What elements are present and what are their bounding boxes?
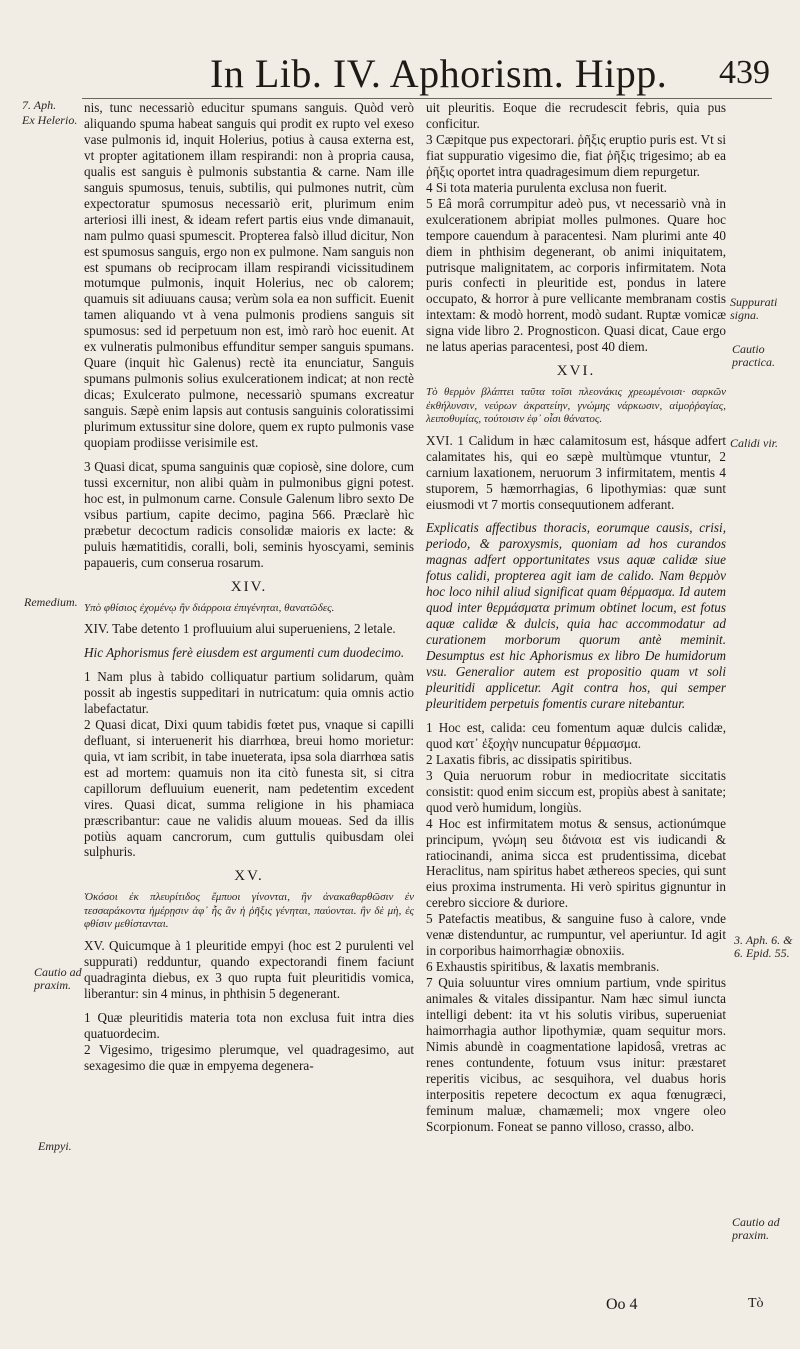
section-heading-xiv: XIV. [230, 578, 268, 595]
section-heading-xv: XV. [234, 868, 264, 885]
paragraph: 3 Quia neruorum robur in mediocritate siccitatis consistit: quod enim siccum est, propiùs abest à sanitate; quod verò humidum, longiùs. [426, 767, 726, 815]
paragraph: 4 Si tota materia purulenta exclusa non fuerit. [426, 179, 667, 195]
paragraph: 1 Hoc est, calida: ceu fomentum aquæ dulcis calidæ, quod κατ᾽ ἐξοχὴν nuncupatur θέρμασμα. [426, 719, 726, 751]
right-column [426, 100, 726, 1135]
aphorism-xv: XV. Quicumque à 1 pleuritide empyi (hoc est 2 purulenti vel suppurati) redduntur, quando expectorandi finem faciunt quadraginta diebus, ex 3 quo rupta fuit pleuritidis vomica, liberantur: sin 4 minus, in phthisin 5 degenerant. [84, 937, 414, 1001]
margin-note-aph7: 7. Aph. [22, 98, 57, 112]
greek-aphorism-xvi: Τὸ θερμὸν βλάπτει ταῦτα τοῖσι πλεονάκις χρεωμένοισι· σαρκῶν ἐκθήλυνσιν, νεύρων ἀκρατείην, γνώμης νάρκωσιν, αἱμοῤῥαγίας, λειποθυμίας, τούτοισιν ἐφ᾽ οἷσι θάνατος. [426, 386, 726, 426]
greek-aphorism-xv: Ὁκόσοι ἐκ πλευρίτιδος ἔμπυοι γίνονται, ἢν ἀνακαθαρθῶσιν ἐν τεσσαράκοντα ἡμέρῃσιν ἀφ᾽ ἧς ἂν ἡ ῥῆξις γένηται, παύονται. ἢν δὲ μὴ, ἐς φθίσιν μεθίστανται. [84, 891, 414, 931]
paragraph: 6 Exhaustis spiritibus, & laxatis membranis. [426, 959, 660, 975]
spacer [84, 1002, 414, 1010]
header-rule [82, 98, 772, 99]
left-column [84, 100, 414, 1074]
margin-note-calidi-vir: Calidi vir. [730, 436, 779, 450]
running-title: In Lib. IV. Aphorism. Hipp. [210, 51, 668, 96]
section-heading-xvi: XVI. [556, 363, 596, 380]
commentary-italic: Explicatis affectibus thoracis, eorumque causis, crisi, periodo, & paroxysmis, quoniam ad hos curandos magnas adfert opportunitates vsus aquæ calidæ siue fotus calidi, propterea agit iam de calido. Nam θερμὸν hoc loco nihil aliud significat quam θέρμασμα. Id autem quod inter θερμάσματα primum obtinet locum, est fotus aquæ calidæ & dulcis, quia hac accommodatur ad curationem morborum quorum antè meminit. Desumptus est hic Aphorismus ex libro De humidorum vsu. Generalior autem est propositio quam vt soli pleuritidi applicetur. Agit contra hos, qui semper pleuritidem perpetuis fomentis curare nitebantur. [426, 520, 726, 711]
paragraph: 1 Quæ pleuritidis materia tota non exclusa fuit intra dies quatuordecim. [84, 1009, 414, 1041]
margin-note-cautio-praxim-2: Cautio ad praxim. [732, 1215, 780, 1242]
spacer [426, 712, 726, 720]
margin-note-cautio-praxim-1: Cautio ad praxim. [34, 965, 82, 992]
margin-note-aph3: 3. Aph. 6. & 6. Epid. 55. [734, 933, 793, 960]
paragraph: nis, tunc necessariò educitur spumans sanguis. Quòd verò aliquando spuma habeat sanguis qui prodit ex rupto vel exeso vase pulmonis id, inquit Holerius, potius à causa externa est, vt propter agitationem illam respirandi: non à propria causa, qualis est sanguis è pulmonis substantia & carne. Nam ille sanguis spumosus, tenuis, subtilis, qui pulmones nutrit, cùm expectoratur spumosus necessariò erit, plurimum enim arteriosi illi inest, & ideam refert partis eius vnde dimanauit, nam pulmo quasi spumescit. Propterea falsò illud dicitur, Non est spumosus sanguis, ergo non ex pulmone. Nam sanguis non est spumans ob reciprocam illam respirandi vicissitudinem motumque pulmonis, inquit Holerius, nec ob calorem; quamuis sit adiuuans causa; verùm sola ea non sufficit. Euenit tamen aliquando vt à vena pulmonis prodiens sanguis sit spumosus: sed id perpetuum non est, imò rarò hoc euenit. At ex vulneratis pulmonibus effunditur semper sanguis spumans. Quare (inquit hìc Galenus) rectè ita enunciatur, Sanguis spumans pulmonis solius exulcerationem indicat; at non rectè dicas; Exulcerato pulmone, necessariò spumans excreatur sanguis. Sæpè enim lapsis aut contusis sanguinis coloratissimi plurimum extussitur sine dolore, quem ex rupto pulmonis vase quopiam prodiisse verisimile est. [84, 100, 415, 451]
page-number: 439 [719, 54, 770, 91]
spacer [84, 637, 414, 645]
paragraph: 1 Nam plus à tabido colliquatur partium solidarum, quàm possit ab ingestis suppeditari in nutricatum: quia omnis actio labefactatur. [84, 669, 414, 716]
spacer [84, 661, 414, 669]
spacer [84, 451, 414, 459]
aphorism-xvi: XVI. 1 Calidum in hæc calamitosum est, hásque adfert calamitates his, qui eo sæpè multùmque vtuntur, 2 carnium laxationem, neruorum 3 infirmitatem, mentis 4 stuporem, 5 hæmorrhagias, 6 lipothymias: quæ sunt eiusmodi vt 7 mortis consequutionem adferant. [426, 432, 726, 512]
running-header [210, 48, 770, 98]
catchword: Tò [748, 1296, 764, 1311]
margin-note-ex-helerio: Ex Helerio. [22, 113, 78, 127]
margin-note-empyi: Empyi. [38, 1139, 72, 1153]
greek-aphorism-xiv: Υπὸ φθίσιος ἐχομένῳ ἢν διάρροια ἐπιγένηται, θανατῶδες. [84, 601, 335, 614]
paragraph: 3 Cæpitque pus expectorari. ῥῆξις eruptio puris est. Vt si fiat suppuratio vigesimo die, fiat ῥῆξις trigesimo; ab ea ῥῆξις oportet intra quadragesimum diem repurgetur. [426, 131, 726, 179]
paragraph: 7 Quia soluuntur vires omnium partium, vnde spiritus animales & vitales dissipantur. Nam hæc simul iuncta intelligi debent: ita vt his solutis viribus, superueniat haimorrhagia author lipothymiæ, quam sequitur mors. Nimis abundè in coagmentatione lapidosâ, vretras ac renes contundente, fotuum vsus initur: præstaret reperitis vicibus, ac sesquihora, vel duabus horis interpositis repetere decoctum ex aqua fœnugræci, feminum maluæ, chamæmeli; mox vngere oleo Scorpionum. Foneat se panno villoso, crasso, albo. [426, 975, 726, 1134]
paragraph: 5 Patefactis meatibus, & sanguine fuso à calore, vnde venæ distenduntur, ac rumpuntur, vel aperiuntur. Id agit in corporibus haimorrhagiæ obnoxiis. [426, 911, 726, 959]
paragraph: 5 Eâ morâ corrumpitur adeò pus, vt necessariò vnà in exulcerationem abripiat molles pulmones. Quare hoc tempore cauendum à paracentesi. Nam plurimi ante 40 diem in phthisim degenerant, ob animi iniquitatem, putrisque malignitatem, ac corporis infirmitatem. Nota puris confecti in pleuritide est, pondus in latere occupato, & horror à pure vellicante membranam costis intextam: & modò horrent, modò sudant. Ruptæ vomicæ signa vide libro 2. Prognosticon. Quasi dicat, Caue ergo ne latus aperias paracentesi, post 40 diem. [426, 195, 726, 355]
paragraph: 4 Hoc est infirmitatem motus & sensus, actionúmque principum, γνώμη seu διάνοια est vis iudicandi & ratiocinandi, anima sicca est prudentissima, dicebat Heraclitus, nam spiritus habet æthereos species, qui sunt eius proxima instrumenta. Hi verò spiritus gignuntur in cerebro sicciore & duriore. [426, 815, 726, 911]
paragraph: 2 Vigesimo, trigesimo plerumque, vel quadragesimo, aut sexagesimo die quæ in empyema degenera- [84, 1041, 414, 1073]
margin-note-remedium: Remedium. [24, 595, 78, 609]
signature-mark: Oo 4 [606, 1296, 638, 1313]
paragraph: 2 Laxatis fibris, ac dissipatis spiritibus. [426, 751, 633, 767]
paragraph: 2 Quasi dicat, Dixi quum tabidis fœtet pus, vnaque si capilli defluant, si interuenerit his diarrhœa, breui homo morietur: quia, vt iam scribit, in tabe inueterata, ipsa sola diarrhœa satis est ad mortem: quamuis non ita citò funesta sit, si citra capillorum defluuium euenerit, nam pedetentim excedent vires. Quasi dicat, summa religione in his phamiaca præscribantur: caue ne validis aluum moueas. Sed da illis potiùs aquam cancrorum, cum guttulis quibusdam olei sulphuris. [84, 716, 414, 860]
margin-note-suppurati-signa: Suppurati signa. [730, 295, 778, 322]
paragraph: 3 Quasi dicat, spuma sanguinis quæ copiosè, sine dolore, cum tussi excernitur, non alibi quàm in pulmonibus gigni potest. hoc est, in pulmonum carne. Consule Galenum libro sexto De vsibus partium, capite decimo, pagina 566. Præclarè hìc præbetur decoctum radicis consolidæ maioris ex lacte: & puluis hæmatitidis, coralli, boli, seminis hyoscyami, seminis papaueris, cum conserua rosarum. [84, 458, 414, 570]
aphorism-xiv: XIV. Tabe detento 1 profluuium alui superueniens, 2 letale. [84, 621, 396, 637]
margin-note-cautio-practica: Cautio practica. [732, 342, 775, 369]
commentary-italic: Hic Aphorismus ferè eiusdem est argumenti cum duodecimo. [84, 645, 405, 661]
spacer [426, 512, 726, 520]
paragraph: uit pleuritis. Eoque die recrudescit febris, quia pus conficitur. [426, 100, 726, 131]
